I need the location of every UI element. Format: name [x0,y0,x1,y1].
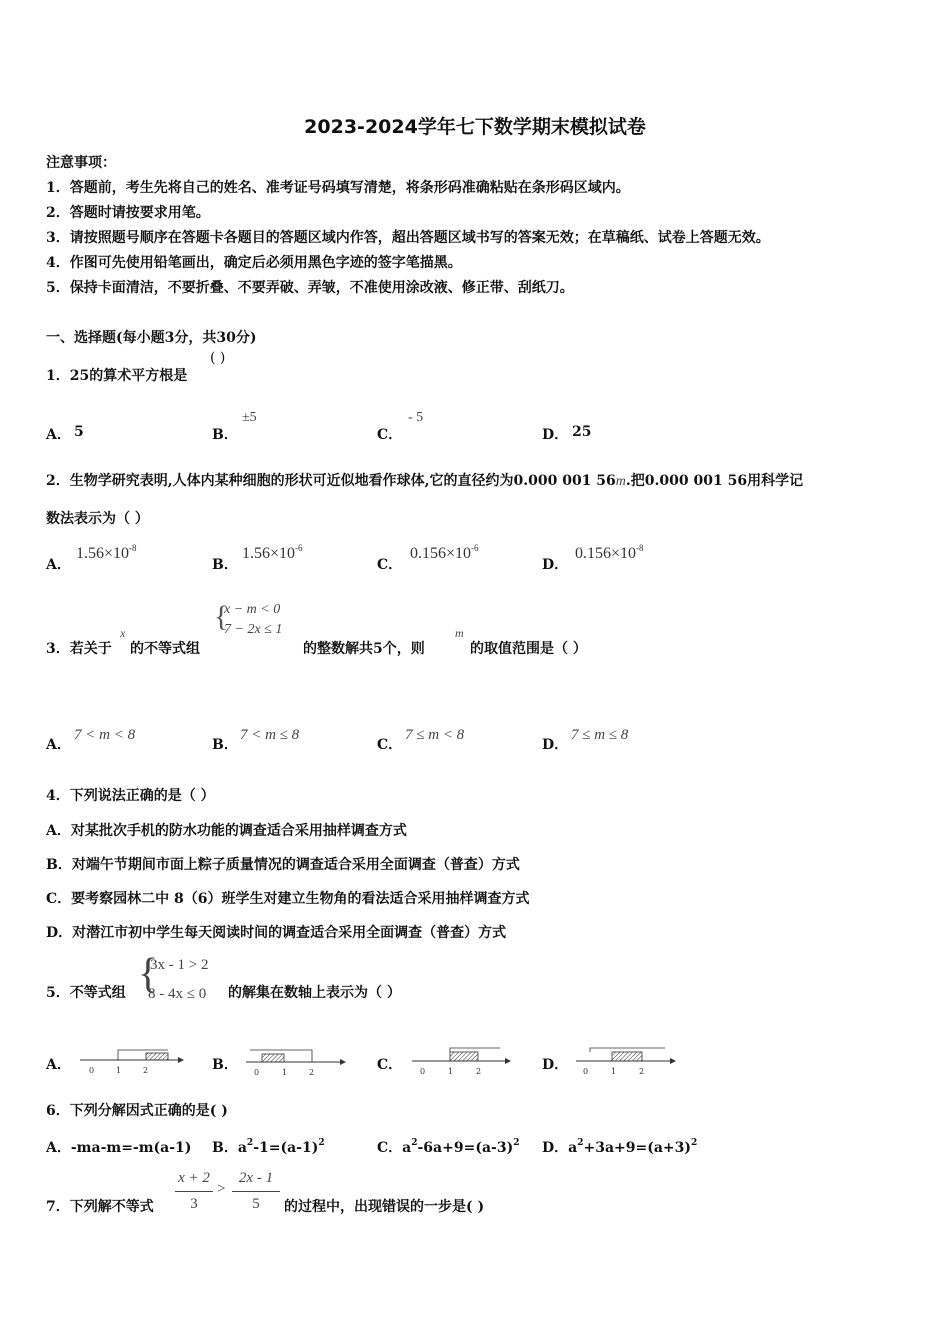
fraction-1-denominator: 3 [190,1196,198,1212]
q1-option-d-label: D． [542,427,569,443]
q1-option-d-text: 25 [572,424,592,440]
q6-option-b-label: B． [212,1140,238,1156]
q1-option-c-text: - 5 [408,410,424,425]
q3-option-c-text: 7 ≤ m < 8 [405,727,465,743]
q6-option-d-sup2: 2 [691,1138,698,1148]
q2-option-d-exp: -8 [636,543,644,553]
question-2-stem: 2．生物学研究表明,人体内某种细胞的形状可近似地看作球体,它的直径约为0.000 001 56 [46,473,616,489]
question-7-stem-b: 的过程中，出现错误的一步是( ) [284,1199,485,1215]
notice-item: 3．请按照题号顺序在答题卡各题目的答题区域内作答，超出答题区域书写的答案无效；在草稿纸、试卷上答题无效。 [46,230,770,246]
q4-option-b: B．对端午节期间市面上粽子质量情况的调查适合采用全面调查（普查）方式 [46,857,520,873]
q3-option-b-label: B． [212,737,238,753]
q2-option-c-label: C． [377,557,403,573]
q5-option-c-label: C． [377,1057,403,1073]
q6-option-c-mid: -6a+9=(a-3) [417,1140,514,1156]
number-line-a [80,1050,184,1075]
page-title: 2023-2024学年七下数学期末模拟试卷 [304,116,646,138]
q2-option-a-exp: -8 [129,543,137,553]
question-2-stem-line2: 数法表示为（ ） [46,511,149,527]
question-2-stem-cont: .把0.000 001 56用科学记 [625,473,804,489]
q3-ineq1: x − m < 0 [224,602,281,617]
q6-option-c-label: C． [377,1140,403,1156]
tick-0: 0 [420,1067,426,1076]
tick-2: 2 [639,1067,645,1076]
question-1-stem: 1．25的算术平方根是 [46,368,188,384]
q5-option-d-label: D． [542,1057,569,1073]
notice-item: 4．作图可先使用铅笔画出，确定后必须用黑色字迹的签字笔描黑。 [46,255,462,271]
q6-option-b-sup2: 2 [318,1138,325,1148]
question-1-paren: ( ) [210,350,226,366]
q6-option-c [377,1137,519,1157]
question-4-stem: 4．下列说法正确的是（ ） [46,788,215,804]
section-heading: 一、选择题(每小题3分，共30分) [46,330,257,346]
fraction-2-denominator: 5 [252,1196,260,1212]
q5-option-b-label: B． [212,1057,238,1073]
question-3-stem-b: 的不等式组 [130,641,200,657]
tick-1: 1 [116,1066,122,1075]
q2-option-b-base: 1.56×10 [242,545,296,562]
number-line-c [412,1048,511,1076]
q6-option-b [212,1137,325,1157]
q6-option-a [46,1137,191,1157]
brace: { [138,951,159,997]
number-line-b [246,1050,346,1077]
q1-option-a-label: A． [46,427,71,443]
notice-item: 2．答题时请按要求用笔。 [46,205,210,221]
question-3-stem-a: 3．若关于 [46,641,112,657]
tick-1: 1 [448,1067,454,1076]
fraction-2-numerator: 2x - 1 [238,1170,274,1186]
q4-option-a: A．对某批次手机的防水功能的调查适合采用抽样调查方式 [46,823,407,839]
q2-option-a-label: A． [46,557,71,573]
question-5-stem-b: 的解集在数轴上表示为（ ） [228,985,401,1001]
q6-option-c-pre: a [402,1140,412,1156]
var-m: m [455,626,464,640]
q3-option-d-label: D． [542,737,569,753]
q1-option-b-label: B． [212,427,238,443]
q2-option-c-exp: -6 [471,543,479,553]
q1-option-b-text: ±5 [242,410,257,425]
q5-option-a-label: A． [46,1057,71,1073]
q6-option-d-sup1: 2 [577,1138,584,1148]
fraction-2-bar [232,1191,280,1192]
q1-option-c-label: C． [377,427,403,443]
q5-ineq2: 8 - 4x ≤ 0 [148,986,207,1002]
number-line-d [576,1048,676,1076]
q6-option-a-text: -ma-m=-m(a-1) [70,1140,192,1156]
q6-option-d [542,1137,697,1157]
q3-option-d-text: 7 ≤ m ≤ 8 [571,727,629,743]
q2-option-c-base: 0.156×10 [410,545,472,562]
notice-item: 1．答题前，考生先将自己的姓名、准考证号码填写清楚，将条形码准确粘贴在条形码区域内。 [46,180,630,196]
tick-0: 0 [254,1068,260,1077]
greater-than: > [217,1181,226,1197]
tick-2: 2 [143,1066,149,1075]
unit-m: m [615,474,626,489]
fraction-1-bar [175,1191,213,1192]
notice-heading: 注意事项： [46,155,116,171]
q4-option-d: D．对潜江市初中学生每天阅读时间的调查适合采用全面调查（普查）方式 [46,925,507,941]
notice-item: 5．保持卡面清洁，不要折叠、不要弄破、弄皱，不准使用涂改液、修正带、刮纸刀。 [46,280,574,296]
tick-0: 0 [583,1067,589,1076]
question-6-stem: 6．下列分解因式正确的是( ) [46,1103,228,1119]
tick-1: 1 [611,1067,617,1076]
q6-option-d-mid: +3a+9=(a+3) [583,1140,692,1156]
tick-2: 2 [309,1068,315,1077]
q6-option-d-pre: a [568,1140,578,1156]
q2-option-a-base: 1.56×10 [76,545,130,562]
q2-option-d-label: D． [542,557,569,573]
q3-option-b-text: 7 < m ≤ 8 [240,727,300,743]
tick-0: 0 [89,1066,95,1075]
q6-option-b-pre: a [237,1140,247,1156]
q2-option-b-label: B． [212,557,238,573]
var-x: x [120,626,126,640]
tick-2: 2 [476,1067,482,1076]
q4-option-c: C．要考察园林二中 8（6）班学生对建立生物角的看法适合采用抽样调查方式 [46,891,530,907]
question-3-stem-c: 的整数解共5个，则 [303,641,425,657]
q2-option-d-base: 0.156×10 [575,545,637,562]
q6-option-d-label: D． [542,1140,569,1156]
tick-1: 1 [282,1068,288,1077]
question-7-stem-a: 7．下列解不等式 [46,1199,154,1215]
q5-ineq1: 3x - 1 > 2 [150,957,209,973]
q3-option-c-label: C． [377,737,403,753]
q3-option-a-text: 7 < m < 8 [74,727,136,743]
fraction-1-numerator: x + 2 [178,1170,210,1186]
q6-option-c-sup1: 2 [411,1138,418,1148]
question-3-stem-d: 的取值范围是（ ） [470,641,587,657]
q3-option-a-label: A． [46,737,71,753]
q6-option-b-sup1: 2 [246,1138,254,1148]
q2-option-b-exp: -6 [295,543,303,553]
question-5-stem-a: 5．不等式组 [46,985,126,1001]
q6-option-c-sup2: 2 [513,1138,520,1148]
brace: { [214,600,229,633]
q6-option-a-label: A． [46,1140,71,1156]
q3-ineq2: 7 − 2x ≤ 1 [224,622,283,637]
q6-option-b-mid: -1=(a-1) [253,1140,319,1156]
q1-option-a-text: 5 [74,424,84,440]
